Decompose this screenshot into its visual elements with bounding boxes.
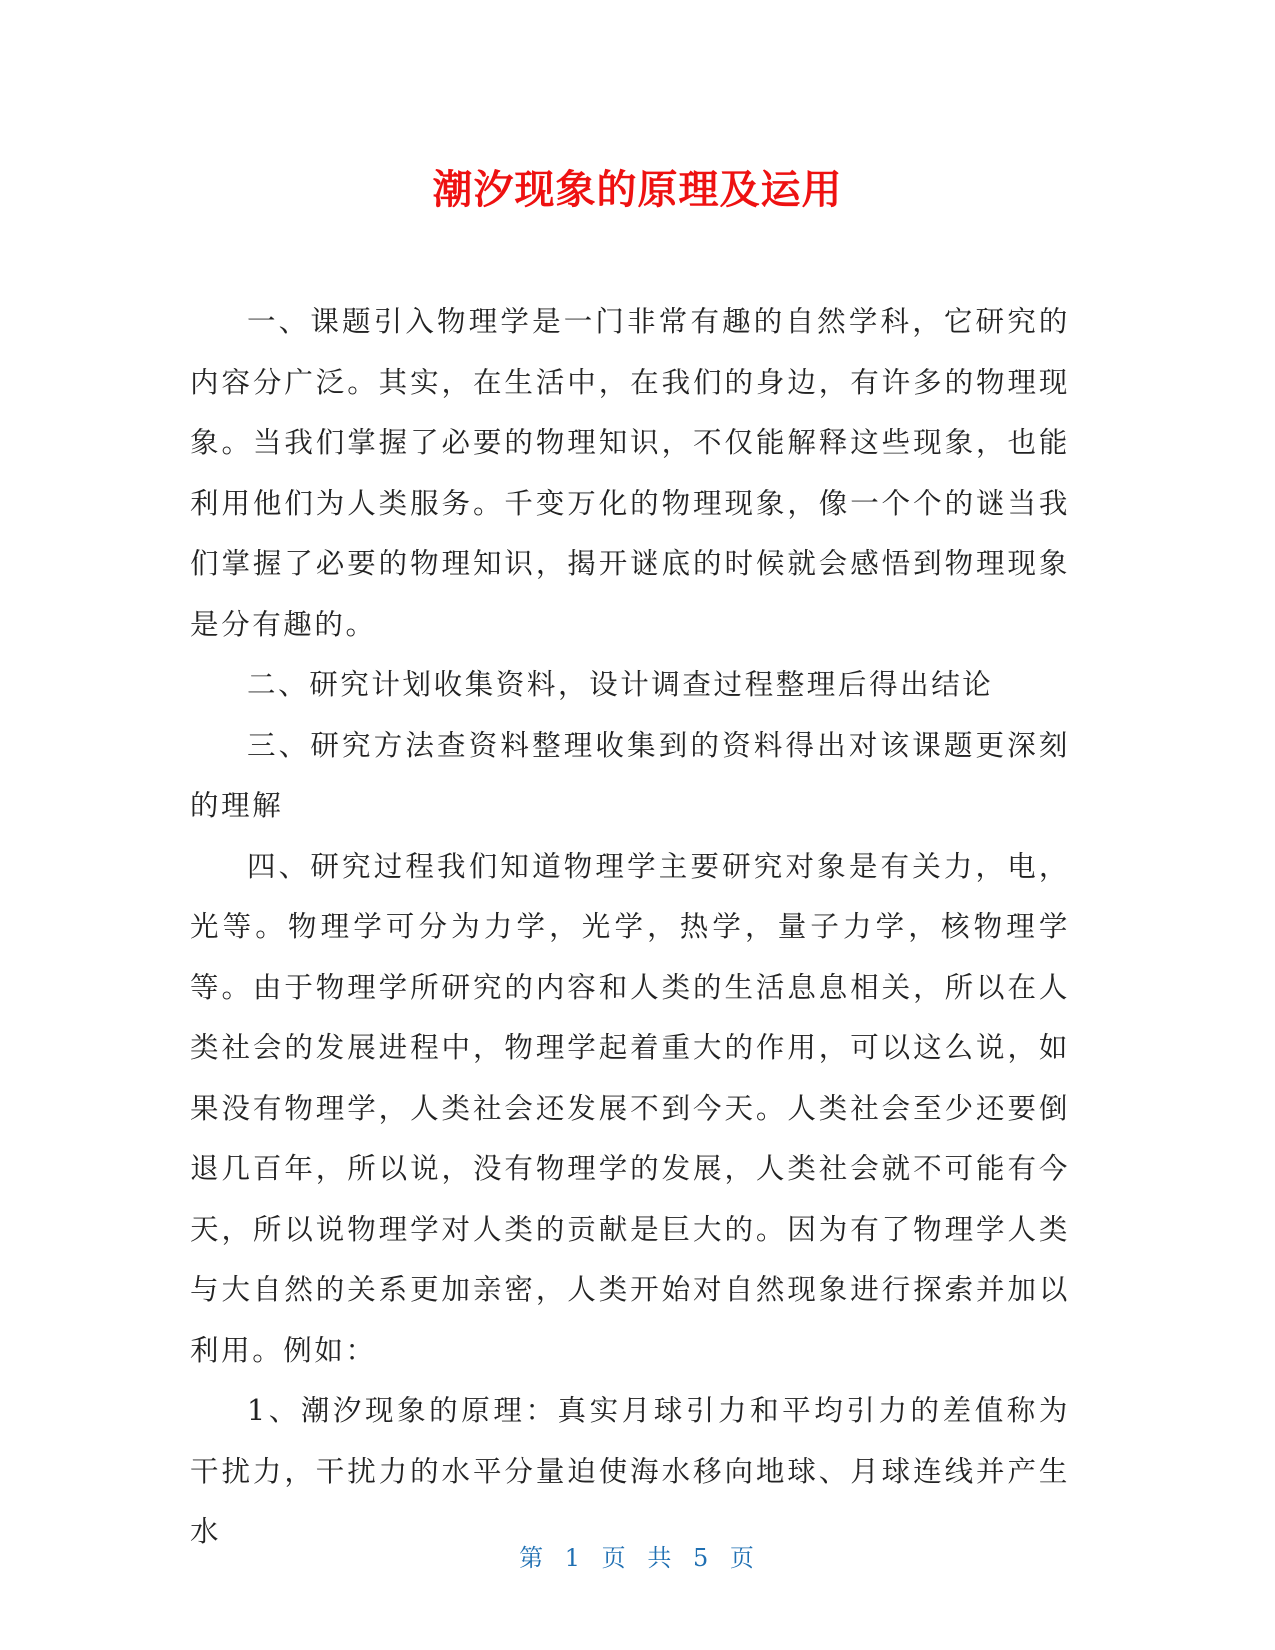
document-body xyxy=(190,292,1070,1563)
paragraph-method: 三、研究方法查资料整理收集到的资料得出对该课题更深刻的理解 xyxy=(190,728,1070,822)
page-footer xyxy=(0,1542,1275,1574)
footer-total-unit: 页 xyxy=(729,1544,756,1572)
footer-page-word: 第 xyxy=(519,1544,546,1572)
paragraph-tide-principle: 1、潮汐现象的原理：真实月球引力和平均引力的差值称为干扰力，干扰力的水平分量迫使海水移向地球、月球连线并产生水 xyxy=(190,1394,1070,1548)
paragraph-process: 四、研究过程我们知道物理学主要研究对象是有关力，电，光等。物理学可分为力学，光学，热学，量子力学，核物理学等。由于物理学所研究的内容和人类的生活息息相关，所以在人类社会的发展进程中，物理学起着重大的作用，可以这么说，如果没有物理学，人类社会还发展不到今天。人类社会至少还要倒退几百年，所以说，没有物理学的发展，人类社会就不可能有今天，所以说物理学对人类的贡献是巨大的。因为有了物理学人类与大自然的关系更加亲密，人类开始对自然现象进行探索并加以利用。例如： xyxy=(190,849,1070,1367)
footer-total-pages: 5 xyxy=(692,1544,711,1572)
document-title: 潮汐现象的原理及运用 xyxy=(432,167,843,213)
paragraph-intro: 一、课题引入物理学是一门非常有趣的自然学科，它研究的内容分广泛。其实，在生活中，在我们的身边，有许多的物理现象。当我们掌握了必要的物理知识，不仅能解释这些现象，也能利用他们为人类服务。千变万化的物理现象，像一个个的谜当我们掌握了必要的物理知识，揭开谜底的时候就会感悟到物理现象是分有趣的。 xyxy=(190,305,1070,641)
footer-page-unit: 页 xyxy=(601,1544,628,1572)
footer-page-number: 1 xyxy=(564,1544,583,1572)
footer-total-word: 共 xyxy=(647,1544,674,1572)
paragraph-plan: 二、研究计划收集资料，设计调查过程整理后得出结论 xyxy=(247,668,994,701)
